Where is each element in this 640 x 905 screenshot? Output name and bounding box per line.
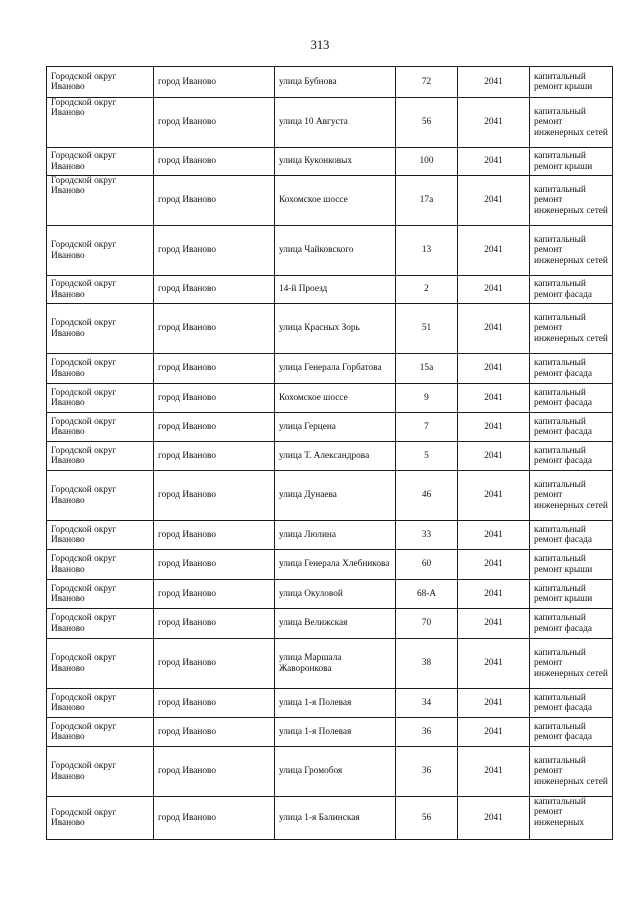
year-cell: 2041: [458, 689, 530, 718]
city-cell: город Иваново: [154, 550, 275, 580]
work-type-cell: капитальный ремонт инженерных сетей: [530, 98, 613, 148]
house-cell: 72: [396, 67, 458, 98]
work-type-cell: капитальный ремонт фасада: [530, 689, 613, 718]
table-row: [47, 176, 613, 226]
street-cell: улица Генерала Горбатова: [275, 354, 396, 384]
house-cell: 36: [396, 747, 458, 797]
region-cell: Городской округ Иваново: [47, 384, 154, 413]
house-cell: 36: [396, 718, 458, 747]
year-cell: 2041: [458, 550, 530, 580]
street-cell: улица Люлина: [275, 521, 396, 550]
house-cell: 68-А: [396, 580, 458, 609]
street-cell: 14-й Проезд: [275, 276, 396, 304]
year-cell: 2041: [458, 226, 530, 276]
city-cell: город Иваново: [154, 471, 275, 521]
house-cell: 2: [396, 276, 458, 304]
region-cell: Городской округ Иваново: [47, 276, 154, 304]
street-cell: улица 1-я Балинская: [275, 797, 396, 840]
region-cell: Городской округ Иваново: [47, 67, 154, 98]
city-cell: город Иваново: [154, 67, 275, 98]
table-row: [47, 354, 613, 384]
work-type-cell: капитальный ремонт фасада: [530, 718, 613, 747]
year-cell: 2041: [458, 639, 530, 689]
work-type-cell: капитальный ремонт инженерных сетей: [530, 226, 613, 276]
region-cell: Городской округ Иваново: [47, 689, 154, 718]
street-cell: улица Бубнова: [275, 67, 396, 98]
year-cell: 2041: [458, 797, 530, 840]
table-row: [47, 226, 613, 276]
house-cell: 34: [396, 689, 458, 718]
work-type-cell: капитальный ремонт инженерных сетей: [530, 304, 613, 354]
house-cell: 17а: [396, 176, 458, 226]
street-cell: улица Громобоя: [275, 747, 396, 797]
table-row: [47, 521, 613, 550]
table-row: [47, 384, 613, 413]
table-row: [47, 148, 613, 176]
table-row: [47, 550, 613, 580]
year-cell: 2041: [458, 67, 530, 98]
house-cell: 56: [396, 797, 458, 840]
city-cell: город Иваново: [154, 98, 275, 148]
region-cell: Городской округ Иваново: [47, 304, 154, 354]
table-row: [47, 797, 613, 840]
year-cell: 2041: [458, 176, 530, 226]
work-type-cell: капитальный ремонт инженерных: [530, 797, 613, 840]
region-cell: Городской округ Иваново: [47, 609, 154, 639]
city-cell: город Иваново: [154, 521, 275, 550]
street-cell: Кохомское шоссе: [275, 384, 396, 413]
work-type-cell: капитальный ремонт инженерных сетей: [530, 176, 613, 226]
city-cell: город Иваново: [154, 442, 275, 471]
street-cell: улица Куконковых: [275, 148, 396, 176]
house-cell: 9: [396, 384, 458, 413]
house-cell: 100: [396, 148, 458, 176]
region-cell: Городской округ Иваново: [47, 413, 154, 442]
work-type-cell: капитальный ремонт фасада: [530, 354, 613, 384]
street-cell: улица Велижская: [275, 609, 396, 639]
work-type-cell: капитальный ремонт крыши: [530, 580, 613, 609]
year-cell: 2041: [458, 276, 530, 304]
street-cell: улица Чайковского: [275, 226, 396, 276]
work-type-cell: капитальный ремонт инженерных сетей: [530, 747, 613, 797]
work-type-cell: капитальный ремонт фасада: [530, 609, 613, 639]
year-cell: 2041: [458, 521, 530, 550]
city-cell: город Иваново: [154, 354, 275, 384]
house-cell: 15а: [396, 354, 458, 384]
region-cell: Городской округ Иваново: [47, 98, 154, 148]
street-cell: улица 1-я Полевая: [275, 718, 396, 747]
city-cell: город Иваново: [154, 384, 275, 413]
region-cell: Городской округ Иваново: [47, 639, 154, 689]
region-cell: Городской округ Иваново: [47, 521, 154, 550]
table-row: [47, 718, 613, 747]
table-row: [47, 747, 613, 797]
house-cell: 33: [396, 521, 458, 550]
table-row: [47, 471, 613, 521]
house-cell: 60: [396, 550, 458, 580]
year-cell: 2041: [458, 718, 530, 747]
work-type-cell: капитальный ремонт фасада: [530, 276, 613, 304]
city-cell: город Иваново: [154, 718, 275, 747]
work-type-cell: капитальный ремонт фасада: [530, 521, 613, 550]
house-cell: 70: [396, 609, 458, 639]
city-cell: город Иваново: [154, 226, 275, 276]
city-cell: город Иваново: [154, 689, 275, 718]
city-cell: город Иваново: [154, 639, 275, 689]
table-row: [47, 442, 613, 471]
year-cell: 2041: [458, 413, 530, 442]
region-cell: Городской округ Иваново: [47, 148, 154, 176]
year-cell: 2041: [458, 609, 530, 639]
table-row: [47, 609, 613, 639]
city-cell: город Иваново: [154, 304, 275, 354]
table-row: [47, 689, 613, 718]
city-cell: город Иваново: [154, 176, 275, 226]
house-cell: 7: [396, 413, 458, 442]
region-cell: Городской округ Иваново: [47, 580, 154, 609]
house-cell: 13: [396, 226, 458, 276]
year-cell: 2041: [458, 442, 530, 471]
year-cell: 2041: [458, 580, 530, 609]
house-cell: 51: [396, 304, 458, 354]
street-cell: улица 1-я Полевая: [275, 689, 396, 718]
year-cell: 2041: [458, 148, 530, 176]
work-type-cell: капитальный ремонт фасада: [530, 413, 613, 442]
repair-schedule-table: [46, 66, 613, 840]
year-cell: 2041: [458, 98, 530, 148]
city-cell: город Иваново: [154, 580, 275, 609]
year-cell: 2041: [458, 747, 530, 797]
work-type-cell: капитальный ремонт крыши: [530, 148, 613, 176]
street-cell: улица Т. Александрова: [275, 442, 396, 471]
house-cell: 46: [396, 471, 458, 521]
work-type-cell: капитальный ремонт инженерных сетей: [530, 639, 613, 689]
region-cell: Городской округ Иваново: [47, 797, 154, 840]
region-cell: Городской округ Иваново: [47, 354, 154, 384]
city-cell: город Иваново: [154, 148, 275, 176]
table-row: [47, 276, 613, 304]
work-type-cell: капитальный ремонт крыши: [530, 67, 613, 98]
year-cell: 2041: [458, 354, 530, 384]
house-cell: 56: [396, 98, 458, 148]
work-type-cell: капитальный ремонт фасада: [530, 442, 613, 471]
city-cell: город Иваново: [154, 276, 275, 304]
work-type-cell: капитальный ремонт инженерных сетей: [530, 471, 613, 521]
table-row: [47, 580, 613, 609]
work-type-cell: капитальный ремонт крыши: [530, 550, 613, 580]
street-cell: улица 10 Августа: [275, 98, 396, 148]
region-cell: Городской округ Иваново: [47, 176, 154, 226]
house-cell: 38: [396, 639, 458, 689]
table-body: [47, 67, 613, 840]
work-type-cell: капитальный ремонт фасада: [530, 384, 613, 413]
year-cell: 2041: [458, 304, 530, 354]
street-cell: Кохомское шоссе: [275, 176, 396, 226]
city-cell: город Иваново: [154, 747, 275, 797]
city-cell: город Иваново: [154, 413, 275, 442]
region-cell: Городской округ Иваново: [47, 226, 154, 276]
table-row: [47, 98, 613, 148]
region-cell: Городской округ Иваново: [47, 442, 154, 471]
table-row: [47, 304, 613, 354]
city-cell: город Иваново: [154, 797, 275, 840]
year-cell: 2041: [458, 471, 530, 521]
street-cell: улица Красных Зорь: [275, 304, 396, 354]
city-cell: город Иваново: [154, 609, 275, 639]
table-row: [47, 639, 613, 689]
table-row: [47, 67, 613, 98]
region-cell: Городской округ Иваново: [47, 718, 154, 747]
street-cell: улица Герцена: [275, 413, 396, 442]
street-cell: улица Окуловой: [275, 580, 396, 609]
street-cell: улица Дунаева: [275, 471, 396, 521]
street-cell: улица Маршала Жаворонкова: [275, 639, 396, 689]
street-cell: улица Генерала Хлебникова: [275, 550, 396, 580]
year-cell: 2041: [458, 384, 530, 413]
table-row: [47, 413, 613, 442]
region-cell: Городской округ Иваново: [47, 471, 154, 521]
region-cell: Городской округ Иваново: [47, 550, 154, 580]
page-number: 313: [310, 38, 330, 52]
region-cell: Городской округ Иваново: [47, 747, 154, 797]
house-cell: 5: [396, 442, 458, 471]
